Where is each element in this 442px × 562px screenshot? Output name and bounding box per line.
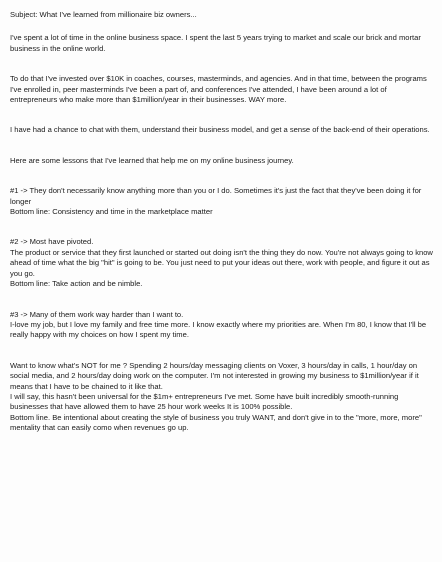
lesson-1 [10, 186, 433, 217]
lesson-3-heading: #3 -> Many of them work way harder than I want to. [10, 309, 184, 319]
chat-paragraph: I have had a chance to chat with them, understand their business model, and get a sense of the back-end of their operations. [10, 125, 430, 135]
lessons-intro: Here are some lessons that I've learned that help me on my online business journey. [10, 155, 294, 165]
lesson-1-bottom-line: Bottom line: Consistency and time in the marketplace matter [10, 207, 213, 217]
lesson-3-body: I-love my job, but I love my family and free time more. I know exactly where my priorities are. When I'm 80, I know that I'll be really happy with my choices on how I spent my time. [10, 319, 427, 340]
subject-line: Subject: What I've learned from millionaire biz owners... [10, 10, 197, 19]
closing-paragraph-2: I will say, this hasn't been universal for the $1m+ entrepreneurs I've met. Some have built incredibly smooth-running businesses that have allowed them to have 25 hour work weeks It is 100% possible. [10, 391, 399, 412]
lesson-2-bottom-line: Bottom line: Take action and be nimble. [10, 279, 143, 289]
lesson-1-heading: #1 -> They don't necessarily know anything more than you or I do. Sometimes it's just the fact that they've been doing it for longer [10, 186, 422, 206]
lesson-2 [10, 237, 433, 289]
closing-section [10, 361, 433, 434]
lesson-3 [10, 310, 433, 341]
intro-paragraph: I've spent a lot of time in the online business space. I spent the last 5 years trying to market and scale our brick and mortar business in the online world. [10, 33, 421, 53]
investment-paragraph: To do that I've invested over $10K in coaches, courses, masterminds, and agencies. And in that time, between the programs I've enrolled in, peer masterminds I've been a part of, and conferences I've attended, I have been around a lot of entrepreneurs who make more than $1million/year in their businesses. WAY more. [10, 74, 427, 105]
lesson-2-heading: #2 -> Most have pivoted. [10, 237, 94, 247]
closing-paragraph-3: Bottom line. Be intentional about creating the style of business you truly WANT, and don't give in to the "more, more, more" mentality that can easily como when revenues go up. [10, 412, 422, 433]
closing-paragraph-1: Want to know what's NOT for me ? Spending 2 hours/day messaging clients on Voxer, 3 hours/day in calls, 1 hour/day on social media, and 2 hours/day doing work on the computer. I'm not interested in growing my business to $1million/year if it means that I have to be chained to it like that. [10, 360, 419, 391]
lesson-2-body: The product or service that they first launched or started out doing isn't the thing they do now. You're not always going to know ahead of time what the big "hit" is going to be. You just need to put your ideas out there, work with people, and figure it out as you go. [10, 247, 433, 278]
